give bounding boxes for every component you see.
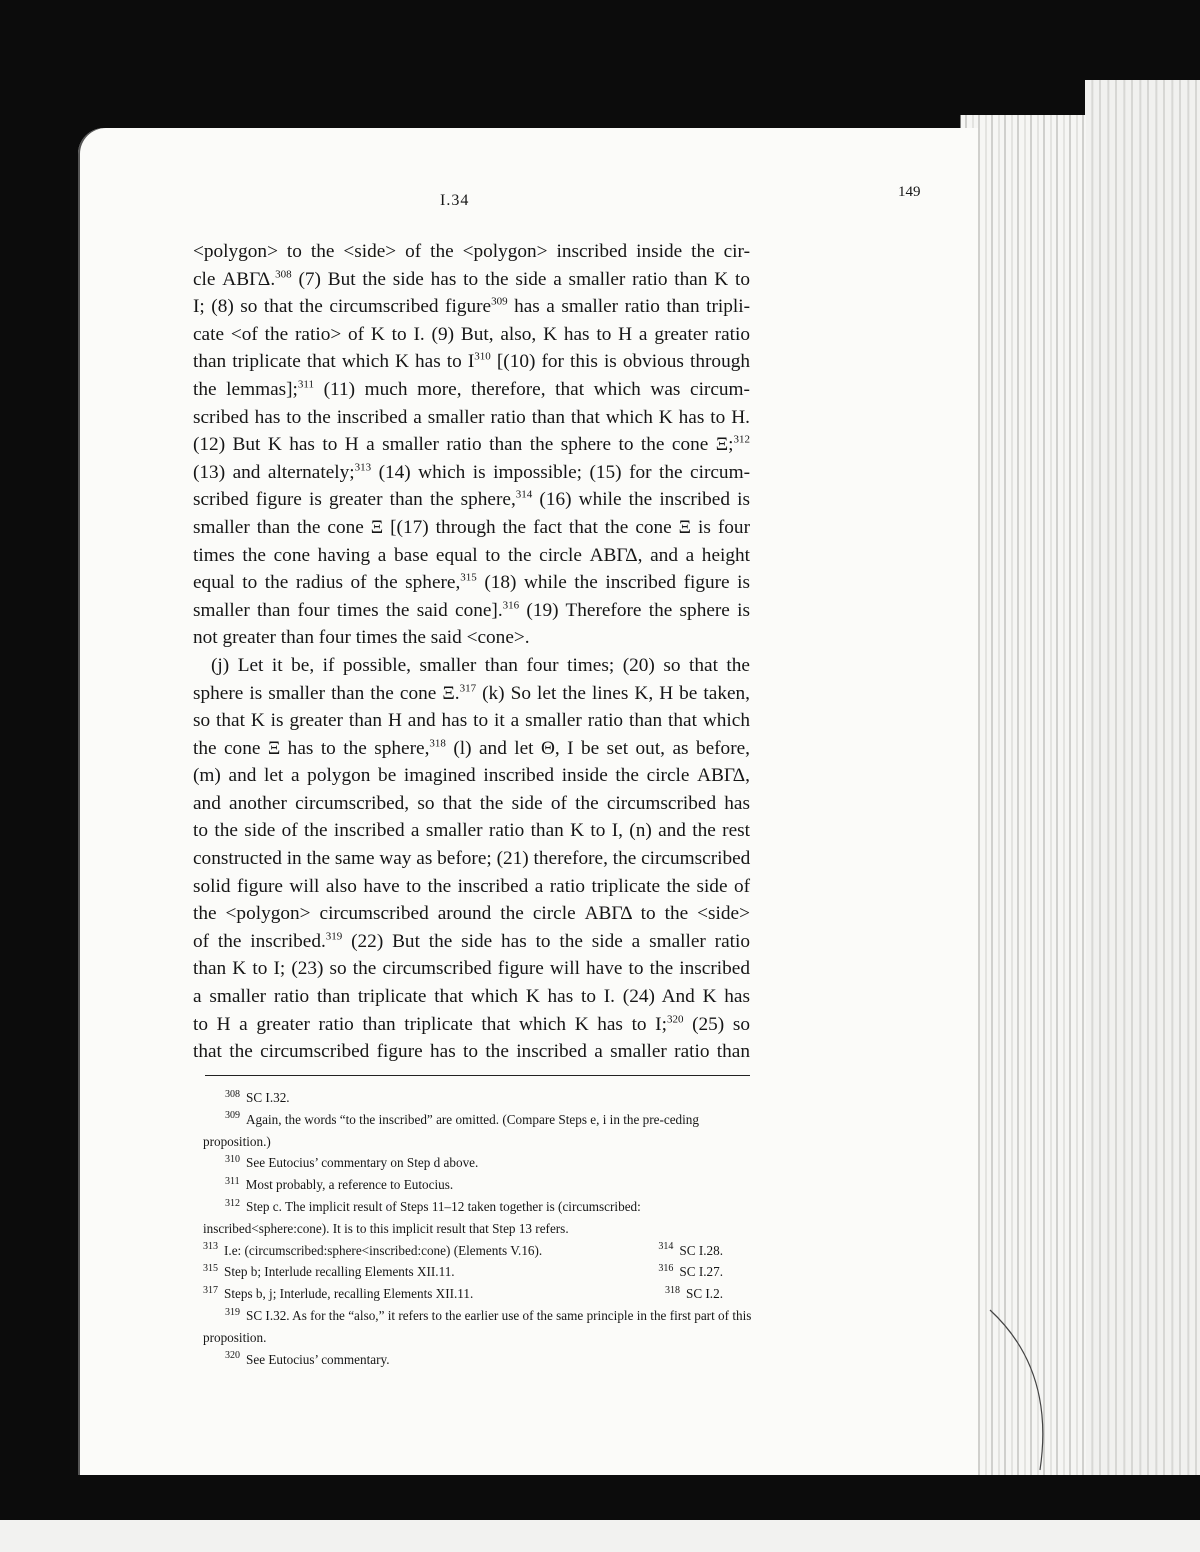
running-head: I.34	[440, 192, 470, 209]
text-run: (7) But the side has to the side a smaller ratio than K to	[291, 268, 750, 290]
text-line	[193, 238, 750, 266]
footnote-pair	[203, 1240, 723, 1262]
text-line	[193, 790, 750, 818]
text-run: (m) and let a polygon be imagined inscribed inside the circle ΑΒΓΔ,	[193, 765, 750, 787]
text-run: I; (8) so that the circumscribed figure	[193, 296, 492, 318]
footnote-ref: 317	[459, 682, 477, 695]
text-run: smaller than the cone Ξ [(17) through the fact that the cone Ξ is four	[193, 516, 750, 538]
text-run: scribed has to the inscribed a smaller ratio than that which K has to H.	[193, 406, 750, 428]
text-run: (12) But K has to H a smaller ratio than the sphere to the cone Ξ;	[193, 434, 734, 456]
text-line	[193, 514, 750, 542]
text-run: (14) which is impossible; (15) for the circum-	[371, 461, 750, 483]
footnote	[203, 1349, 752, 1371]
footnote-number: 316	[658, 1262, 674, 1274]
scan-bottom-strip	[0, 1520, 1200, 1552]
text-line	[193, 735, 750, 763]
footnote-number: 314	[658, 1241, 674, 1253]
text-run: <polygon> to the <side> of the <polygon> inscribed inside the cir-	[193, 241, 750, 262]
text-line	[193, 431, 750, 459]
text-line	[193, 817, 750, 845]
footnote-number: 309	[225, 1110, 240, 1122]
text-run: (16) while the inscribed is	[532, 489, 750, 511]
text-run: not greater than four times the said <cone>.	[193, 627, 530, 649]
footnote-rule	[205, 1075, 750, 1076]
text-run: smaller than four times the said cone].	[193, 599, 503, 621]
text-run: (19) Therefore the sphere is	[519, 599, 750, 621]
text-run: than triplicate that which K has to I	[193, 351, 475, 373]
text-line	[193, 845, 750, 873]
footnote-text: SC I.2.	[685, 1286, 723, 1302]
text-run: the <polygon> circumscribed around the circle ΑΒΓΔ to the <side>	[193, 903, 750, 925]
footnote-number: 318	[664, 1284, 680, 1296]
text-run: the lemmas];	[193, 378, 298, 400]
text-line	[193, 983, 750, 1011]
text-run: cate <of the ratio> of K to I. (9) But, also, K has to H a greater ratio	[193, 323, 750, 345]
footnote	[203, 1240, 542, 1262]
footnote-text: Again, the words “to the inscribed” are omitted. (Compare Steps e, i in the pre-ceding proposition.)	[203, 1111, 699, 1149]
footnote	[658, 1240, 723, 1262]
text-run: (j) Let it be, if possible, smaller than four times; (20) so that the	[211, 654, 750, 676]
footnote-text: I.e: (circumscribed:sphere<inscribed:cone) (Elements V.16).	[224, 1242, 543, 1258]
footnote-number: 313	[203, 1241, 218, 1253]
footnote-number: 319	[225, 1306, 240, 1318]
text-line	[193, 624, 750, 652]
footnote	[203, 1152, 752, 1174]
text-run: to the side of the inscribed a smaller ratio than K to I, (n) and the rest	[193, 820, 750, 842]
footnote-ref: 315	[460, 571, 477, 584]
text-run: (k) So let the lines K, H be taken,	[476, 682, 750, 704]
text-run: sphere is smaller than the cone Ξ.	[193, 682, 460, 704]
text-run: constructed in the same way as before; (21) therefore, the circumscribed	[193, 848, 751, 870]
text-line	[193, 900, 750, 928]
text-run: of the inscribed.	[193, 930, 326, 952]
footnote-ref: 316	[502, 599, 520, 612]
text-run: has a smaller ratio than tripli-	[507, 296, 751, 318]
footnote-number: 312	[225, 1197, 240, 1209]
text-run: a smaller ratio than triplicate that which K has to I. (24) And K has	[193, 986, 750, 1008]
text-line	[193, 266, 750, 294]
footnote-text: Step c. The implicit result of Steps 11–12 taken together is (circumscribed: inscribed<sphere:cone). It is to this implicit result that Step 13 refers.	[203, 1198, 641, 1236]
text-run: and another circumscribed, so that the side of the circumscribed has	[193, 792, 750, 814]
text-line	[193, 928, 750, 956]
text-line	[193, 404, 750, 432]
page-number: 149	[898, 184, 921, 200]
footnote-number: 308	[225, 1088, 240, 1100]
footnote-text: SC I.32. As for the “also,” it refers to the earlier use of the same principle in the first part of this proposition.	[203, 1307, 752, 1345]
text-line	[193, 707, 750, 735]
text-run: than K to I; (23) so the circumscribed figure will have to the inscribed	[193, 958, 750, 980]
text-run: (l) and let Θ, I be set out, as before,	[445, 737, 751, 759]
text-run: that the circumscribed figure has to the inscribed a smaller ratio than	[193, 1041, 750, 1063]
footnote	[665, 1283, 723, 1305]
footnote-text: SC I.32.	[246, 1090, 290, 1105]
footnote-ref: 309	[491, 295, 508, 308]
footnote-number: 311	[225, 1175, 240, 1187]
scan-border-left	[0, 0, 80, 1552]
footnote	[203, 1305, 752, 1349]
text-line	[193, 873, 750, 901]
footnote-ref: 313	[354, 461, 372, 474]
text-run: scribed figure is greater than the sphere,	[193, 489, 516, 511]
footnote-ref: 308	[275, 268, 292, 281]
footnote-number: 320	[225, 1350, 240, 1362]
scan-page-stack-right	[1085, 80, 1200, 1480]
text-run: (18) while the inscribed figure is	[476, 572, 750, 594]
footnote-ref: 314	[515, 488, 533, 501]
text-run: so that K is greater than H and has to it a smaller ratio than that which	[193, 710, 750, 732]
footnote-ref: 320	[666, 1013, 684, 1026]
page-curl-mark	[985, 1300, 1065, 1480]
text-line	[193, 652, 750, 680]
text-line	[193, 293, 750, 321]
text-run: equal to the radius of the sphere,	[193, 572, 461, 594]
footnote	[203, 1174, 752, 1196]
text-line	[193, 1011, 750, 1039]
footnote	[658, 1261, 723, 1283]
footnote	[203, 1261, 455, 1283]
text-run: the cone Ξ has to the sphere,	[193, 737, 430, 759]
footnote-pair	[203, 1261, 723, 1283]
book-page-edges	[960, 115, 1086, 1475]
text-line	[193, 321, 750, 349]
text-line	[193, 569, 750, 597]
text-line	[193, 597, 750, 625]
text-run: to H a greater ratio than triplicate that which K has to I;	[193, 1013, 667, 1035]
text-line	[193, 376, 750, 404]
footnote-ref: 310	[474, 350, 491, 363]
footnote-number: 315	[203, 1262, 218, 1274]
footnote-text: See Eutocius’ commentary on Step d above.	[246, 1155, 479, 1171]
text-line	[193, 542, 750, 570]
text-line	[193, 348, 750, 376]
text-line	[193, 459, 750, 487]
footnote	[203, 1109, 752, 1153]
text-run: cle ΑΒΓΔ.	[193, 268, 276, 290]
footnote-text: Steps b, j; Interlude, recalling Elements XII.11.	[224, 1286, 474, 1302]
text-line	[193, 680, 750, 708]
text-run: times the cone having a base equal to the circle ΑΒΓΔ, and a height	[193, 544, 750, 566]
footnote-ref: 312	[733, 433, 750, 446]
footnote-text: Most probably, a reference to Eutocius.	[245, 1177, 454, 1193]
footnote-text: SC I.27.	[679, 1264, 723, 1280]
text-line	[193, 762, 750, 790]
text-run: solid figure will also have to the inscribed a ratio triplicate the side of	[193, 875, 750, 897]
footnote-pair	[203, 1283, 723, 1305]
text-run: [(10) for this is obvious through	[490, 351, 750, 373]
footnote	[203, 1087, 752, 1109]
text-run: (11) much more, therefore, that which was circum-	[314, 378, 750, 400]
text-line	[193, 486, 750, 514]
text-run: (22) But the side has to the side a smaller ratio	[342, 930, 750, 952]
footnote	[203, 1196, 752, 1240]
text-run: (13) and alternately;	[193, 461, 355, 483]
text-line	[193, 1038, 750, 1066]
footnote	[203, 1283, 473, 1305]
footnote-number: 310	[225, 1154, 240, 1165]
footnote-ref: 311	[297, 378, 315, 391]
footnote-text: Step b; Interlude recalling Elements XII.11.	[224, 1264, 455, 1280]
footnote-ref: 318	[429, 737, 446, 750]
footnote-number: 317	[203, 1284, 218, 1296]
footnote-text: See Eutocius’ commentary.	[246, 1351, 390, 1367]
text-run: (25) so	[683, 1013, 750, 1035]
footnote-text: SC I.28.	[679, 1242, 723, 1258]
footnotes	[203, 1087, 752, 1370]
main-text	[193, 238, 750, 1066]
footnote-ref: 319	[325, 930, 343, 943]
text-line	[193, 955, 750, 983]
